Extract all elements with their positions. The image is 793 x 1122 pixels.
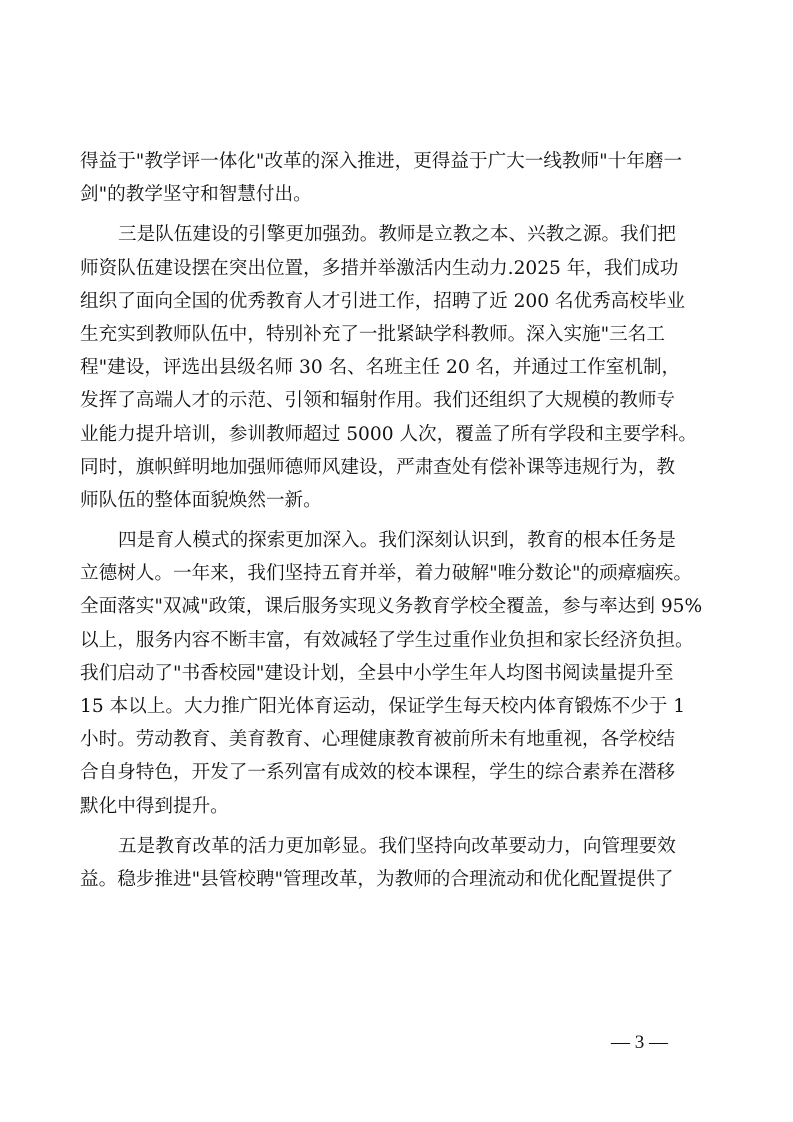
text-line: 以上，服务内容不断丰富，有效减轻了学生过重作业负担和家长经济负担。 bbox=[80, 629, 694, 651]
text-line: 组织了面向全国的优秀教育人才引进工作，招聘了近 200 名优秀高校毕业 bbox=[80, 290, 686, 312]
text-line: 合自身特色，开发了一系列富有成效的校本课程，学生的综合素养在潜移 bbox=[80, 762, 676, 784]
text-line: 业能力提升培训，参训教师超过 5000 人次，覆盖了所有学段和主要学科。 bbox=[80, 423, 697, 445]
text-line: 全面落实"双减"政策，课后服务实现义务教育学校全覆盖，参与率达到 95% bbox=[80, 596, 703, 618]
text-line: 得益于"教学评一体化"改革的深入推进，更得益于广大一线教师"十年磨一 bbox=[80, 151, 683, 172]
paragraph-first-line: 三是队伍建设的引擎更加强劲。教师是立教之本、兴教之源。我们把 bbox=[118, 224, 676, 246]
text-line: 师队伍的整体面貌焕然一新。 bbox=[80, 489, 322, 511]
page-number: — 3 — bbox=[611, 1032, 668, 1053]
text-line: 发挥了高端人才的示范、引领和辐射作用。我们还组织了大规模的教师专 bbox=[80, 390, 676, 412]
text-line: 立德树人。一年来，我们坚持五育并举，着力破解"唯分数论"的顽瘴痼疾。 bbox=[80, 563, 693, 585]
text-line: 剑"的教学坚守和智慧付出。 bbox=[80, 184, 312, 206]
text-line: 程"建设，评选出县级名师 30 名、名班主任 20 名，并通过工作室机制， bbox=[80, 357, 681, 379]
text-line: 益。稳步推进"县管校聘"管理改革，为教师的合理流动和优化配置提供了 bbox=[80, 868, 674, 890]
text-line: 小时。劳动教育、美育教育、心理健康教育被前所未有地重视，各学校结 bbox=[80, 729, 676, 751]
text-line: 我们启动了"书香校园"建设计划，全县中小学生年人均图书阅读量提升至 bbox=[80, 662, 674, 684]
text-line: 同时，旗帜鲜明地加强师德师风建设，严肃查处有偿补课等违规行为，教 bbox=[80, 456, 676, 478]
text-line: 生充实到教师队伍中，特别补充了一批紧缺学科教师。深入实施"三名工 bbox=[80, 323, 665, 345]
body-text bbox=[80, 145, 710, 896]
text-line: 15 本以上。大力推广阳光体育运动，保证学生每天校内体育锻炼不少于 1 bbox=[80, 696, 686, 717]
paragraph-first-line: 五是教育改革的活力更加彰显。我们坚持向改革要动力，向管理要效 bbox=[118, 835, 676, 857]
text-line: 默化中得到提升。 bbox=[80, 795, 229, 817]
text-line: 师资队伍建设摆在突出位置，多措并举激活内生动力.2025 年，我们成功 bbox=[80, 257, 679, 279]
paragraph-first-line: 四是育人模式的探索更加深入。我们深刻认识到，教育的根本任务是 bbox=[118, 530, 676, 552]
